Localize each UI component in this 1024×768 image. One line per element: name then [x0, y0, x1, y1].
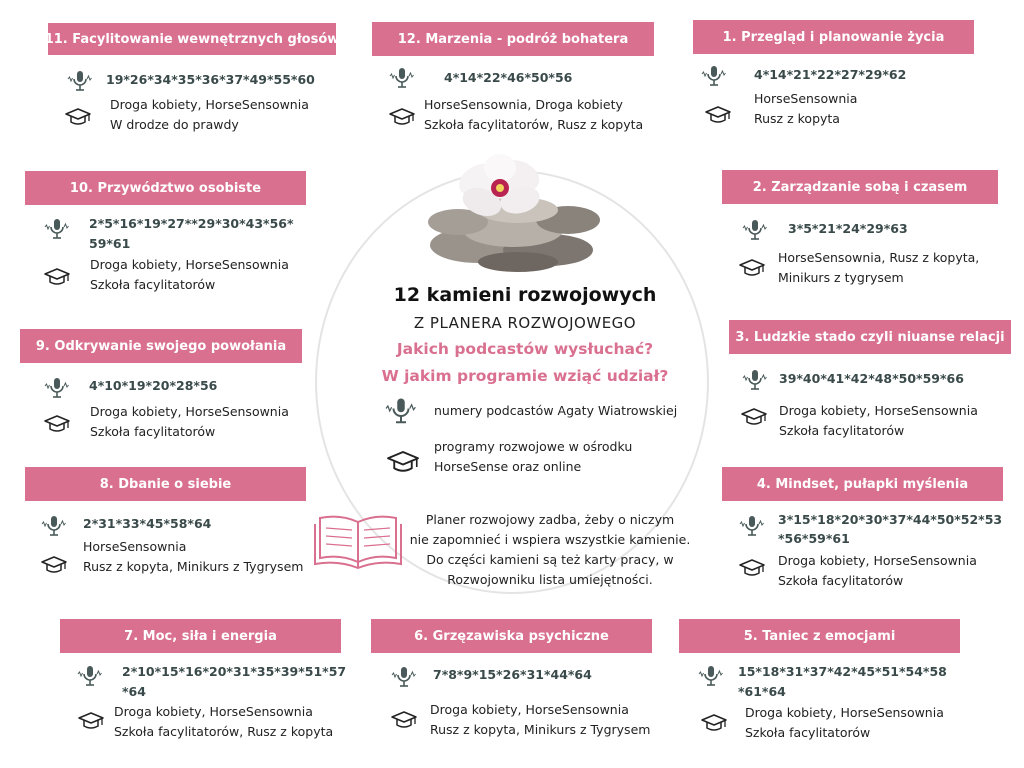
stone-6-podcasts: 7*8*9*15*26*31*44*64 — [433, 667, 592, 682]
microphone-icon — [700, 64, 728, 88]
microphone-icon — [40, 514, 68, 538]
stones-flower-image — [418, 150, 608, 275]
stone-7-program-1: Droga kobiety, HorseSensownia — [114, 704, 313, 719]
stone-10-program-2: Szkoła facylitatorów — [90, 277, 216, 292]
stone-5-header: 5. Taniec z emocjami — [679, 619, 960, 653]
stone-11-program-2: W drodze do prawdy — [110, 117, 239, 132]
stone-1-program-1: HorseSensownia — [754, 91, 858, 106]
stone-2-program-2: Minikurs z tygrysem — [778, 270, 904, 285]
legend-podcast-text: numery podcastów Agaty Wiatrowskiej — [434, 403, 678, 418]
stone-5-podcasts-2: *61*64 — [738, 684, 786, 699]
stone-5-program-2: Szkoła facylitatorów — [745, 725, 871, 740]
stone-3-header: 3. Ludzkie stado czyli niuanse relacji — [729, 320, 1011, 354]
microphone-icon — [741, 218, 769, 242]
stone-6-program-2: Rusz z kopyta, Minikurs z Tygrysem — [430, 722, 651, 737]
open-book-icon — [312, 512, 404, 570]
stone-9-header: 9. Odkrywanie swojego powołania — [20, 329, 302, 363]
microphone-icon — [43, 376, 71, 400]
stone-12-header: 12. Marzenia - podróż bohatera — [372, 22, 654, 56]
question-podcasts: Jakich podcastów wysłuchać? — [396, 340, 654, 358]
stone-9-program-1: Droga kobiety, HorseSensownia — [90, 404, 289, 419]
microphone-icon — [43, 217, 71, 241]
microphone-icon — [76, 664, 104, 688]
microphone-icon — [741, 368, 769, 392]
stone-4-podcasts-1: 3*15*18*20*30*37*44*50*52*53 — [778, 512, 1003, 527]
stone-12-program-2: Szkoła facylitatorów, Rusz z kopyta — [424, 117, 644, 132]
stone-11-program-1: Droga kobiety, HorseSensownia — [110, 97, 309, 112]
stone-6-header: 6. Grzęzawiska psychiczne — [371, 619, 652, 653]
microphone-icon — [390, 665, 418, 689]
stone-6-program-1: Droga kobiety, HorseSensownia — [430, 702, 629, 717]
page-subtitle: Z PLANERA ROZWOJOWEGO — [413, 314, 637, 332]
graduation-cap-icon — [77, 709, 105, 733]
stone-9-program-2: Szkoła facylitatorów — [90, 424, 216, 439]
stone-2-podcasts: 3*5*21*24*29*63 — [788, 221, 908, 236]
stone-8-program-1: HorseSensownia — [83, 539, 187, 554]
stone-10-program-1: Droga kobiety, HorseSensownia — [90, 257, 289, 272]
graduation-cap-icon — [700, 711, 728, 735]
microphone-icon — [738, 514, 766, 538]
stone-2-header: 2. Zarządzanie sobą i czasem — [722, 170, 998, 204]
graduation-cap-icon — [390, 708, 418, 732]
graduation-cap-icon — [40, 553, 68, 577]
graduation-cap-icon — [738, 556, 766, 580]
stone-10-header: 10. Przywództwo osobiste — [25, 171, 306, 205]
stone-4-program-1: Droga kobiety, HorseSensownia — [778, 553, 977, 568]
stone-8-podcasts: 2*31*33*45*58*64 — [83, 516, 212, 531]
microphone-icon — [388, 66, 416, 90]
legend-microphone-icon — [382, 396, 420, 426]
stone-7-podcasts-1: 2*10*15*16*20*31*35*39*51*57 — [122, 664, 347, 679]
question-programs: W jakim programie wziąć udział? — [381, 367, 669, 385]
graduation-cap-icon — [43, 412, 71, 436]
stone-3-program-1: Droga kobiety, HorseSensownia — [779, 403, 978, 418]
stone-12-program-1: HorseSensownia, Droga kobiety — [424, 97, 623, 112]
legend-program-line2: HorseSense oraz online — [434, 459, 582, 474]
graduation-cap-icon — [64, 105, 92, 129]
stone-2-program-1: HorseSensownia, Rusz z kopyta, — [778, 250, 980, 265]
stone-10-podcasts-1: 2*5*16*19*27**29*30*43*56* — [89, 216, 294, 231]
graduation-cap-icon — [738, 256, 766, 280]
stone-12-podcasts: 4*14*22*46*50*56 — [444, 70, 573, 85]
stone-7-podcasts-2: *64 — [122, 684, 146, 699]
planner-note: Planer rozwojowy zadba, żeby o niczym nie zapomnieć i wspiera wszystkie kamienie. Do części kamieni są też karty pracy, w Rozwojowniku lista umiejętności. — [409, 512, 691, 587]
microphone-icon — [66, 69, 94, 93]
microphone-icon — [697, 664, 725, 688]
stone-11-header: 11. Facylitowanie wewnętrznych głosów — [47, 22, 337, 56]
legend-graduation-cap-icon — [383, 447, 423, 477]
stone-4-podcasts-2: *56*59*61 — [778, 531, 850, 546]
stone-1-program-2: Rusz z kopyta — [754, 111, 840, 126]
stone-4-header: 4. Mindset, pułapki myślenia — [722, 467, 1003, 501]
stone-10-podcasts-2: 59*61 — [89, 236, 131, 251]
graduation-cap-icon — [704, 103, 732, 127]
stone-5-podcasts-1: 15*18*31*37*42*45*51*54*58 — [738, 664, 947, 679]
stone-7-program-2: Szkoła facylitatorów, Rusz z kopyta — [114, 724, 334, 739]
stone-9-podcasts: 4*10*19*20*28*56 — [89, 378, 218, 393]
stone-5-program-1: Droga kobiety, HorseSensownia — [745, 705, 944, 720]
stone-7-header: 7. Moc, siła i energia — [60, 619, 341, 653]
stone-3-program-2: Szkoła facylitatorów — [779, 423, 905, 438]
stone-8-header: 8. Dbanie o siebie — [25, 467, 306, 501]
graduation-cap-icon — [43, 265, 71, 289]
stone-1-header: 1. Przegląd i planowanie życia — [693, 20, 974, 54]
stone-3-podcasts: 39*40*41*42*48*50*59*66 — [779, 371, 964, 386]
page-title: 12 kamieni rozwojowych — [393, 284, 657, 306]
stone-11-podcasts: 19*26*34*35*36*37*49*55*60 — [106, 72, 315, 87]
stone-8-program-2: Rusz z kopyta, Minikurs z Tygrysem — [83, 559, 304, 574]
legend-program-line1: programy rozwojowe w ośrodku — [434, 439, 633, 454]
graduation-cap-icon — [740, 405, 768, 429]
graduation-cap-icon — [388, 105, 416, 129]
stone-4-program-2: Szkoła facylitatorów — [778, 573, 904, 588]
stone-1-podcasts: 4*14*21*22*27*29*62 — [754, 67, 907, 82]
